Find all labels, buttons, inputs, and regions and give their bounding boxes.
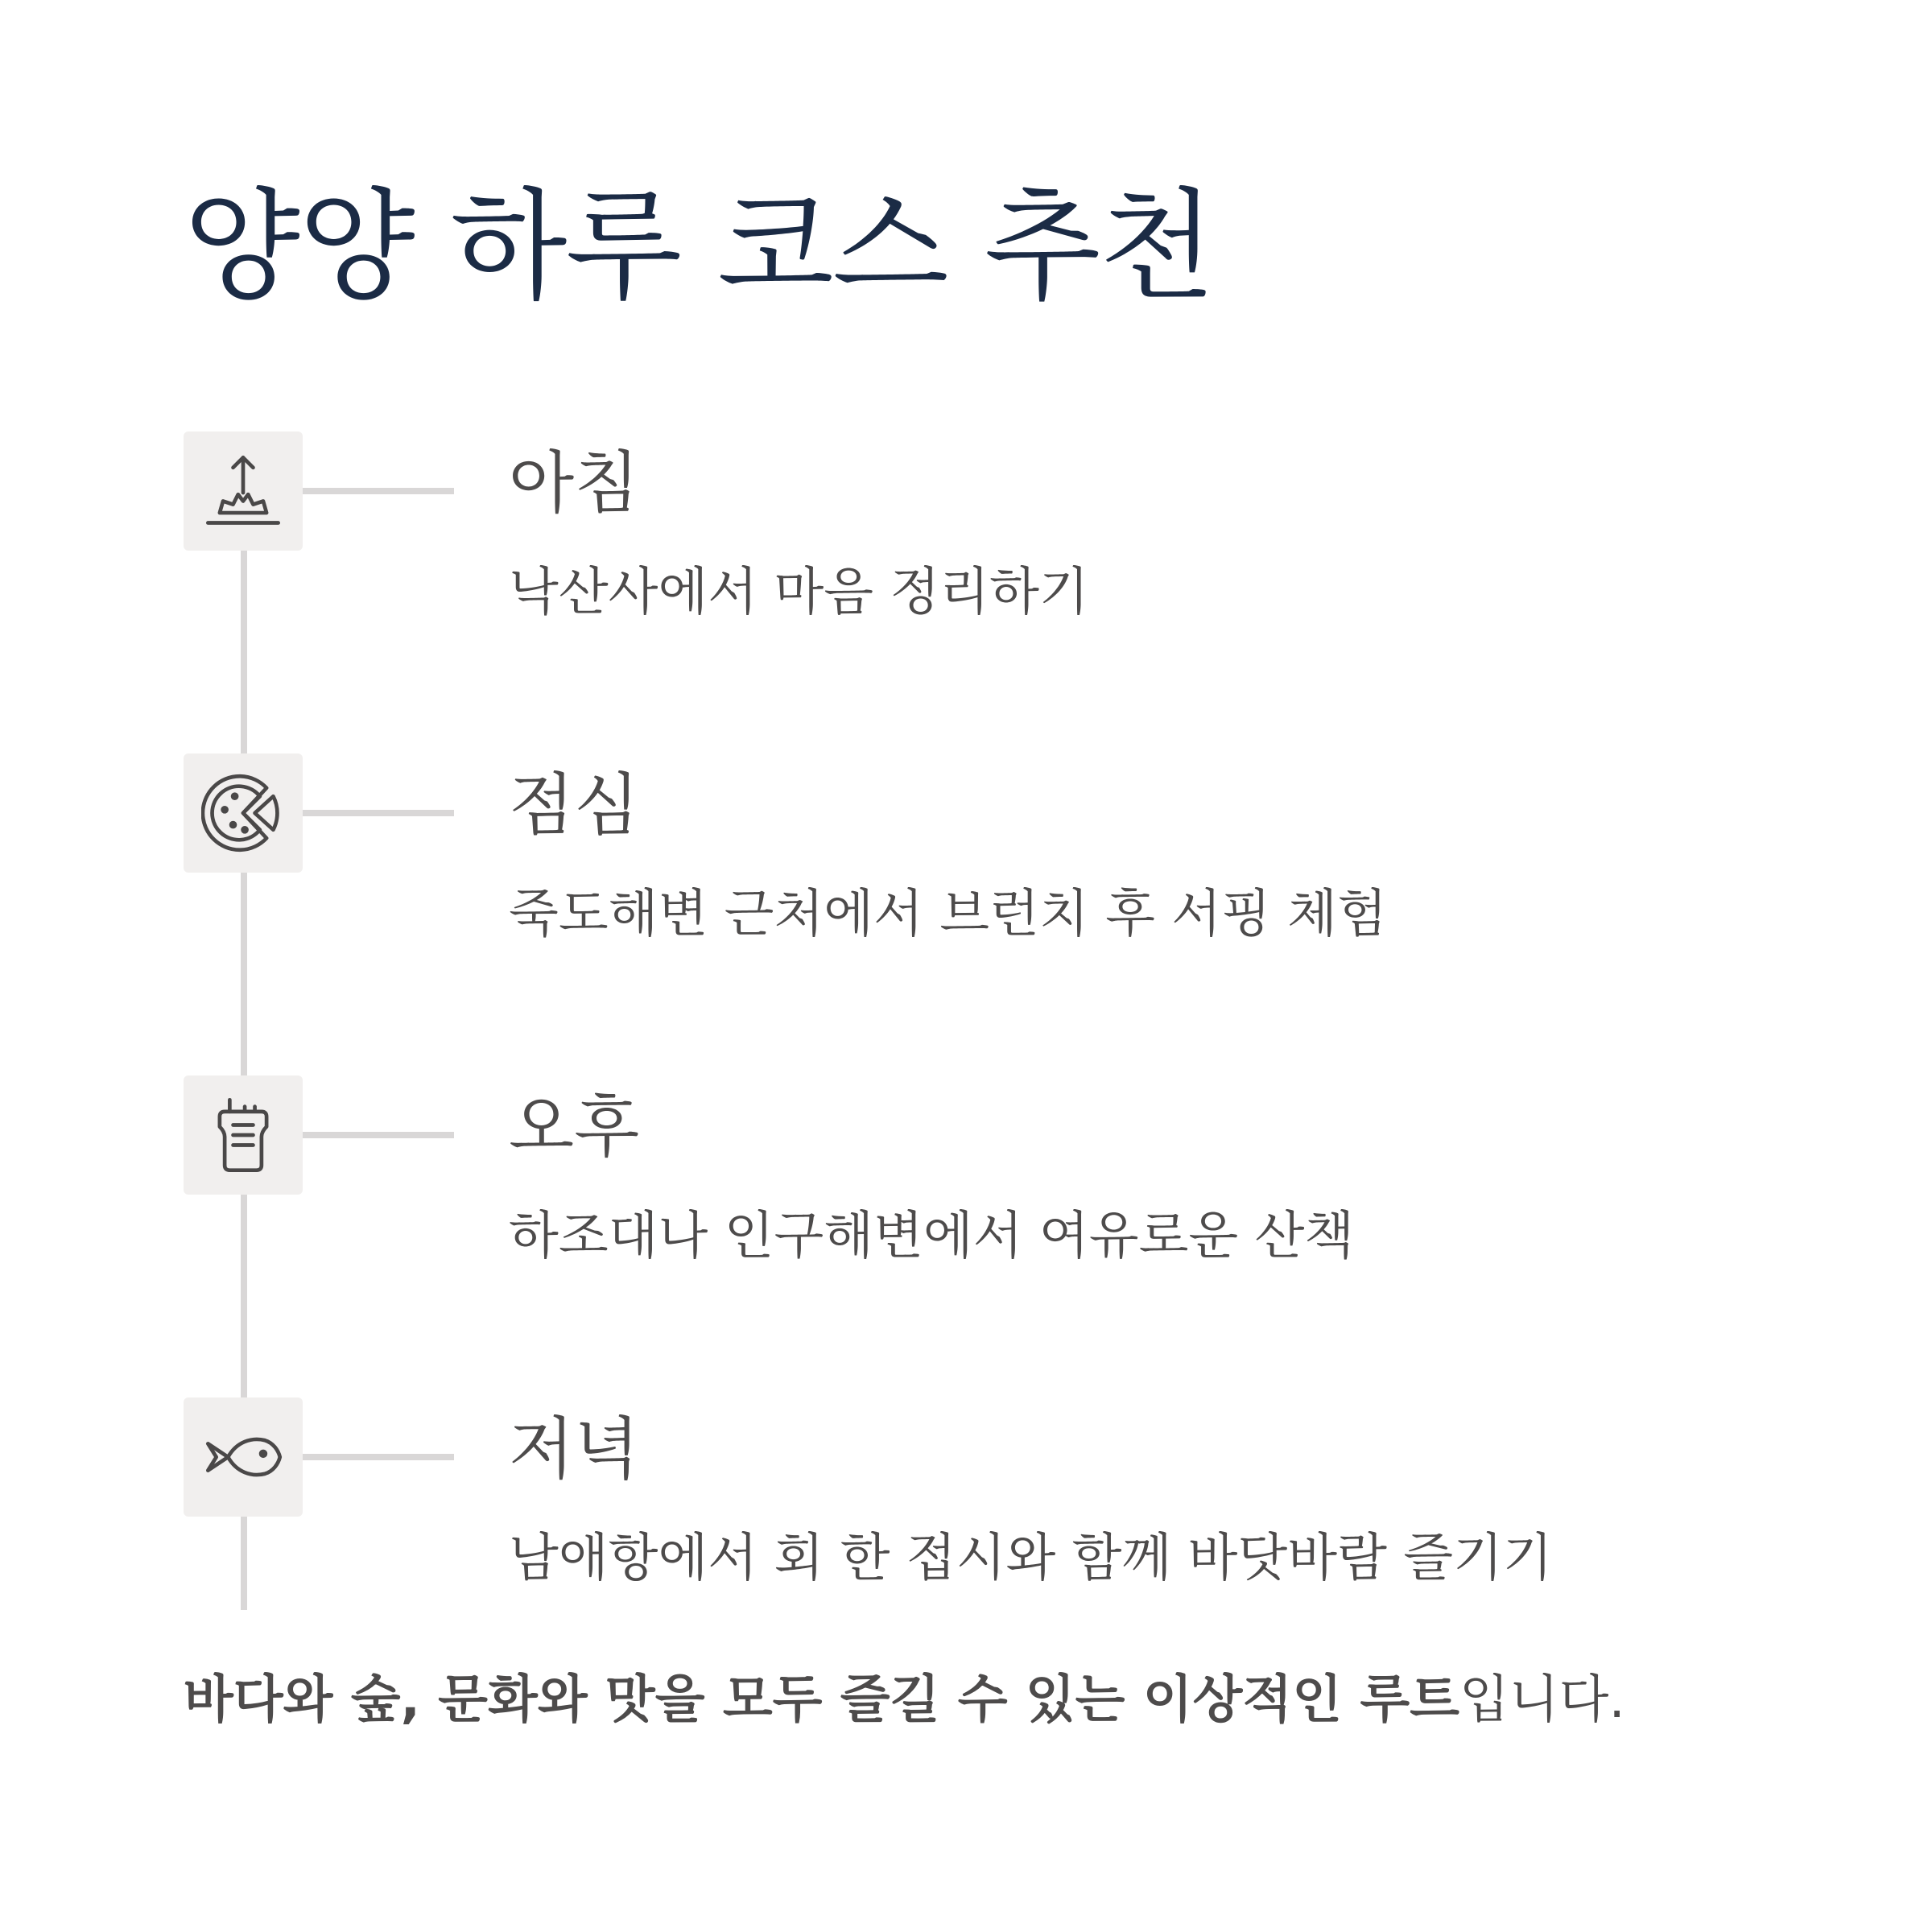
summary-emphasis: 바다와 숲, 문화와 맛을 모두 즐길 수 있는 이상적인 루트: [184, 1670, 1459, 1730]
pizza-icon: [201, 771, 285, 855]
step-icon-box: [184, 431, 303, 551]
walkie-talkie-icon: [201, 1093, 285, 1177]
fish-icon: [201, 1415, 285, 1499]
step-connector: [303, 810, 454, 816]
step-icon-box: [184, 753, 303, 873]
step-title: 저녁: [509, 1410, 640, 1488]
step-icon-box: [184, 1397, 303, 1517]
timeline-step-dinner: [0, 1397, 1932, 1639]
step-description: 남애항에서 회 한 접시와 함께 바닷바람 즐기기: [509, 1529, 1553, 1588]
step-icon-box: [184, 1075, 303, 1195]
step-title: 아침: [509, 444, 640, 522]
step-connector: [303, 488, 454, 494]
summary-ending: 입니다.: [1459, 1670, 1625, 1730]
step-description: 하조대나 인구해변에서 여유로운 산책: [509, 1207, 1355, 1266]
page-title: 양양 하루 코스 추천: [184, 177, 1215, 317]
step-description: 죽도해변 근처에서 브런치 후 서핑 체험: [509, 885, 1387, 944]
step-description: 낙산사에서 마음 정리하기: [509, 563, 1089, 622]
step-connector: [303, 1454, 454, 1460]
timeline-step-morning: [0, 431, 1932, 673]
sunrise-icon: [201, 449, 285, 533]
step-connector: [303, 1132, 454, 1138]
step-title: 오후: [509, 1088, 640, 1166]
step-title: 점심: [509, 766, 640, 844]
timeline-step-afternoon: [0, 1075, 1932, 1317]
timeline-step-lunch: [0, 753, 1932, 995]
summary-text: [184, 1670, 1625, 1730]
